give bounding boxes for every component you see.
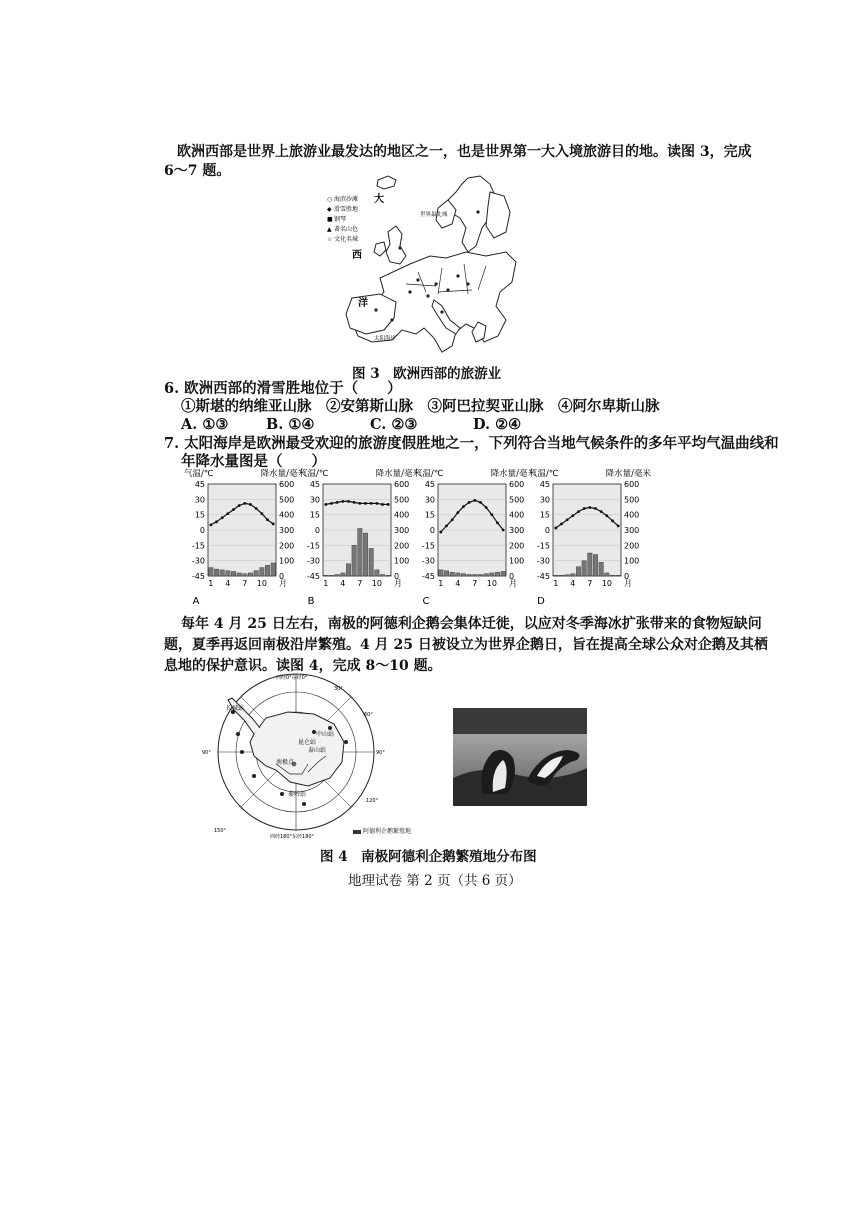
temp-tick-label: -15 <box>306 541 320 551</box>
month-tick-label: 10 <box>486 579 497 588</box>
figure-3-caption: 图 3 欧洲西部的旅游业 <box>352 366 502 382</box>
temp-tick-label: 15 <box>309 510 320 520</box>
precip-tick-label: 300 <box>624 526 640 535</box>
temperature-point <box>260 512 263 515</box>
svg-text:▲: ▲ <box>327 226 332 233</box>
intro-paragraph-line2: 6～7 题。 <box>164 163 231 179</box>
temperature-point <box>249 503 252 506</box>
temp-tick-label: -15 <box>191 541 205 551</box>
precip-bar <box>329 575 333 576</box>
longitude-label-60: 60° <box>364 712 373 718</box>
chart-label: C <box>422 596 430 607</box>
temp-tick-label: -30 <box>191 556 205 566</box>
precip-bar <box>559 575 563 576</box>
precip-tick-label: 200 <box>279 541 295 551</box>
precip-bar <box>490 573 494 576</box>
precip-bar <box>576 567 580 576</box>
temperature-point <box>617 525 620 528</box>
temp-tick-label: 0 <box>199 526 205 535</box>
station-kunlun: 昆仑站 <box>298 739 317 746</box>
temperature-point <box>221 516 224 519</box>
temp-tick-label: 15 <box>539 510 550 520</box>
temperature-point <box>560 522 563 525</box>
precip-bar <box>231 571 235 576</box>
precip-axis-title: 降水量/毫米 <box>605 469 651 479</box>
temp-tick-label: -30 <box>536 556 550 566</box>
temperature-point <box>600 510 603 513</box>
precip-tick-label: 200 <box>624 541 640 551</box>
precip-bar <box>605 573 609 576</box>
precip-tick-label: 400 <box>509 510 525 520</box>
precip-tick-label: 600 <box>509 480 525 489</box>
figure-4-caption: 图 4 南极阿德利企鹅繁殖地分布图 <box>320 849 537 865</box>
temperature-point <box>594 507 597 510</box>
south-pole-label: 南极点 <box>276 759 295 766</box>
temperature-point <box>605 514 608 517</box>
antarctic-legend <box>353 826 411 835</box>
month-unit-label: 月 <box>509 579 517 588</box>
month-tick-label: 7 <box>587 579 593 588</box>
station-great-wall: 长城站 <box>226 705 245 712</box>
precip-bar <box>346 564 350 576</box>
month-tick-label: 4 <box>570 579 576 588</box>
precip-bar <box>444 571 448 576</box>
question-6-option-b[interactable]: B. ①④ <box>266 416 315 433</box>
longitude-label-120: 120° <box>366 798 379 804</box>
temperature-point <box>341 500 344 503</box>
month-tick-label: 4 <box>225 579 231 588</box>
legend-text: 阿德利企鹅繁殖地 <box>363 828 412 835</box>
precip-bar <box>265 565 269 576</box>
temperature-point <box>611 519 614 522</box>
precip-bar <box>450 572 454 576</box>
temperature-point <box>490 513 493 516</box>
month-unit-label: 月 <box>624 579 632 588</box>
precip-tick-label: 100 <box>394 556 410 566</box>
precip-tick-label: 300 <box>394 526 410 535</box>
precip-bar <box>341 573 345 576</box>
chart-label: A <box>192 596 200 607</box>
month-unit-label: 月 <box>279 579 287 588</box>
precip-tick-label: 500 <box>624 495 640 505</box>
precip-bar <box>588 553 592 576</box>
longitude-label-east: 90° <box>376 750 385 756</box>
precip-axis-title: 降水量/毫米 <box>260 469 306 479</box>
temp-tick-label: 0 <box>544 526 550 535</box>
precip-tick-label: 500 <box>394 495 410 505</box>
temp-tick-label: 30 <box>194 495 205 505</box>
temperature-point <box>496 521 499 524</box>
temperature-point <box>375 502 378 505</box>
precip-bar <box>495 572 499 576</box>
precip-bar <box>565 575 569 576</box>
precip-tick-label: 400 <box>624 510 640 520</box>
precip-bar <box>593 555 597 576</box>
precip-bar <box>248 573 252 576</box>
month-tick-label: 1 <box>208 579 214 588</box>
precip-tick-label: 300 <box>279 526 295 535</box>
temp-tick-label: -45 <box>191 572 205 581</box>
precip-bar <box>478 574 482 576</box>
precip-bar <box>467 574 471 576</box>
temperature-point <box>364 502 367 505</box>
chart-label: B <box>307 596 315 607</box>
precip-bar <box>254 571 258 576</box>
precip-bar <box>335 574 339 576</box>
precip-tick-label: 400 <box>279 510 295 520</box>
temp-tick-label: 0 <box>429 526 435 535</box>
temperature-point <box>387 503 390 506</box>
city-label-north: 世界最北城 <box>420 212 448 218</box>
precip-bar <box>324 575 328 576</box>
precip-tick-label: 0 <box>279 572 285 581</box>
page-footer: 地理试卷 第 2 页（共 6 页） <box>348 873 522 889</box>
penguin-paragraph-line3: 息地的保护意识。读图 4，完成 8～10 题。 <box>164 658 442 674</box>
map-legend <box>327 195 358 243</box>
penguin-paragraph-line1: 每年 4 月 25 日左右，南极的阿德利企鹅会集体迁徙，以应对冬季海冰扩张带来的食物短缺问 <box>181 616 762 632</box>
temperature-point <box>502 529 505 532</box>
temperature-point <box>451 518 454 521</box>
precip-bar <box>363 533 367 576</box>
precip-bar <box>358 528 362 576</box>
precip-bar <box>369 548 373 576</box>
longitude-label-30: 30° <box>334 686 343 692</box>
month-tick-label: 4 <box>455 579 461 588</box>
svg-text:◆: ◆ <box>327 206 332 213</box>
temp-tick-label: 30 <box>539 495 550 505</box>
temp-tick-label: 45 <box>194 480 205 489</box>
month-tick-label: 10 <box>371 579 382 588</box>
temp-axis-title: 气温/℃ <box>414 469 444 479</box>
legend-item: 海滨沙滩 <box>334 196 359 203</box>
temperature-point <box>462 505 465 508</box>
temperature-point <box>583 507 586 510</box>
temp-tick-label: -30 <box>421 556 435 566</box>
precip-tick-label: 0 <box>394 572 400 581</box>
precip-tick-label: 0 <box>509 572 515 581</box>
question-6-option-c[interactable]: C. ②③ <box>370 416 418 433</box>
precip-tick-label: 100 <box>624 556 640 566</box>
temp-tick-label: 30 <box>309 495 320 505</box>
month-tick-label: 4 <box>340 579 346 588</box>
precip-bar <box>243 574 247 576</box>
month-tick-label: 7 <box>472 579 478 588</box>
precip-bar <box>484 574 488 576</box>
temp-tick-label: -45 <box>306 572 320 581</box>
temp-axis-title: 气温/℃ <box>529 469 559 479</box>
precip-bar <box>220 570 224 576</box>
temperature-point <box>353 501 356 504</box>
month-tick-label: 1 <box>323 579 329 588</box>
temperature-point <box>358 502 361 505</box>
precip-bar <box>616 575 620 576</box>
precip-bar <box>375 570 379 576</box>
temperature-point <box>381 503 384 506</box>
temp-tick-label: -45 <box>536 572 550 581</box>
precip-bar <box>456 573 460 576</box>
precip-tick-label: 400 <box>394 510 410 520</box>
precip-bar <box>571 574 575 576</box>
question-7-line2: 年降水量图是（ ） <box>181 453 326 470</box>
temperature-point <box>588 506 591 509</box>
precip-bar <box>271 563 275 576</box>
precip-bar <box>237 573 241 576</box>
question-6-stem: 6. 欧洲西部的滑雪胜地位于（ ） <box>164 380 402 397</box>
temperature-point <box>336 501 339 504</box>
question-6-option-a[interactable]: A. ①③ <box>181 416 229 433</box>
precip-tick-label: 500 <box>279 495 295 505</box>
precip-tick-label: 300 <box>509 526 525 535</box>
europe-tourism-map <box>318 172 520 362</box>
temperature-point <box>445 525 448 528</box>
precip-bar <box>352 545 356 576</box>
legend-swatch <box>353 830 361 834</box>
temp-tick-label: 15 <box>194 510 205 520</box>
temp-axis-title: 气温/℃ <box>184 469 214 479</box>
station-zhongshan: 中山站 <box>316 731 335 738</box>
temp-tick-label: 0 <box>314 526 320 535</box>
ocean-label-xi: 西 <box>352 250 362 261</box>
month-tick-label: 1 <box>553 579 559 588</box>
precip-bar <box>380 574 384 576</box>
temperature-point <box>238 504 241 507</box>
temperature-point <box>468 501 471 504</box>
temp-tick-label: -30 <box>306 556 320 566</box>
precip-tick-label: 200 <box>509 541 525 551</box>
precip-tick-label: 500 <box>509 495 525 505</box>
temperature-point <box>226 512 229 515</box>
legend-item: 钢琴 <box>334 216 347 223</box>
precip-tick-label: 600 <box>394 480 410 489</box>
chart-label: D <box>537 596 545 607</box>
temp-tick-label: 45 <box>539 480 550 489</box>
svg-text:■: ■ <box>327 216 333 223</box>
temperature-point <box>571 514 574 517</box>
temperature-point <box>330 502 333 505</box>
ocean-label-yang: 洋 <box>358 298 368 309</box>
precip-axis-title: 降水量/毫米 <box>375 469 421 479</box>
temperature-point <box>577 510 580 513</box>
temperature-point <box>439 531 442 534</box>
temp-tick-label: 45 <box>424 480 435 489</box>
temperature-point <box>370 502 373 505</box>
antarctic-map <box>196 672 396 842</box>
precip-tick-label: 600 <box>624 480 640 489</box>
intro-paragraph-line1: 欧洲西部是世界上旅游业最发达的地区之一，也是世界第一大入境旅游目的地。读图 3，完成 <box>177 144 752 160</box>
temp-tick-label: 15 <box>424 510 435 520</box>
longitude-label-west: 90° <box>202 750 211 756</box>
precip-tick-label: 0 <box>624 572 630 581</box>
precip-tick-label: 100 <box>279 556 295 566</box>
precip-bar <box>226 571 230 576</box>
temp-tick-label: -15 <box>421 541 435 551</box>
precip-bar <box>461 574 465 576</box>
precip-bar <box>582 561 586 576</box>
temp-tick-label: 30 <box>424 495 435 505</box>
precip-bar <box>209 568 213 576</box>
temperature-point <box>272 522 275 525</box>
temp-tick-label: -45 <box>421 572 435 581</box>
temperature-point <box>456 511 459 514</box>
temperature-point <box>554 527 557 530</box>
temperature-point <box>347 500 350 503</box>
month-tick-label: 10 <box>601 579 612 588</box>
precip-tick-label: 100 <box>509 556 525 566</box>
longitude-label-150: 150° <box>214 828 227 834</box>
month-tick-label: 10 <box>256 579 267 588</box>
precip-bar <box>214 569 218 576</box>
temp-axis-title: 气温/℃ <box>299 469 329 479</box>
temperature-point <box>479 501 482 504</box>
penguin-paragraph-line2: 题，夏季再返回南极沿岸繁殖。4 月 25 日被设立为世界企鹅日，旨在提高全球公众对企鹅及其栖 <box>164 637 768 653</box>
penguin-photo <box>453 708 587 806</box>
temperature-point <box>473 499 476 502</box>
month-tick-label: 7 <box>357 579 363 588</box>
climate-charts <box>180 466 660 611</box>
precip-tick-label: 200 <box>394 541 410 551</box>
svg-text:○: ○ <box>327 196 333 203</box>
precip-axis-title: 降水量/毫米 <box>490 469 536 479</box>
bottom-longitude-label: 西经180°东经180° <box>270 834 315 840</box>
svg-text:☆: ☆ <box>327 236 333 243</box>
precip-tick-label: 600 <box>279 480 295 489</box>
question-6-items: ①斯堪的纳维亚山脉 ②安第斯山脉 ③阿巴拉契亚山脉 ④阿尔卑斯山脉 <box>181 398 660 415</box>
temperature-point <box>566 518 569 521</box>
temp-tick-label: -15 <box>536 541 550 551</box>
temperature-point <box>215 520 218 523</box>
top-longitude-label: 西经0°东经0° <box>276 675 308 681</box>
precip-bar <box>386 575 390 576</box>
legend-item: 著名山色 <box>334 226 359 233</box>
ocean-label-da: 大 <box>374 194 384 205</box>
legend-item: 文化名城 <box>334 236 359 243</box>
precip-bar <box>473 574 477 576</box>
question-7-line1: 7. 太阳海岸是欧洲最受欢迎的旅游度假胜地之一，下列符合当地气候条件的多年平均气温曲线和 <box>164 435 779 452</box>
temperature-point <box>232 508 235 511</box>
temperature-point <box>266 518 269 521</box>
climate-charts-svg <box>180 466 660 611</box>
precip-bar <box>501 571 505 576</box>
temperature-point <box>243 502 246 505</box>
temp-tick-label: 45 <box>309 480 320 489</box>
station-taishan: 泰山站 <box>308 747 327 754</box>
month-tick-label: 7 <box>242 579 248 588</box>
temperature-point <box>324 503 327 506</box>
temperature-point <box>209 523 212 526</box>
temperature-point <box>255 507 258 510</box>
sun-coast-label: 太阳海岸 <box>374 336 397 342</box>
question-6-option-d[interactable]: D. ②④ <box>473 416 522 433</box>
month-tick-label: 1 <box>438 579 444 588</box>
precip-bar <box>554 575 558 576</box>
month-unit-label: 月 <box>394 579 402 588</box>
station-qinling: 秦岭站 <box>288 791 307 798</box>
temperature-point <box>485 506 488 509</box>
precip-bar <box>599 562 603 576</box>
legend-item: 滑雪胜地 <box>334 206 359 213</box>
precip-bar <box>260 568 264 576</box>
precip-bar <box>439 570 443 576</box>
precip-bar <box>610 575 614 576</box>
